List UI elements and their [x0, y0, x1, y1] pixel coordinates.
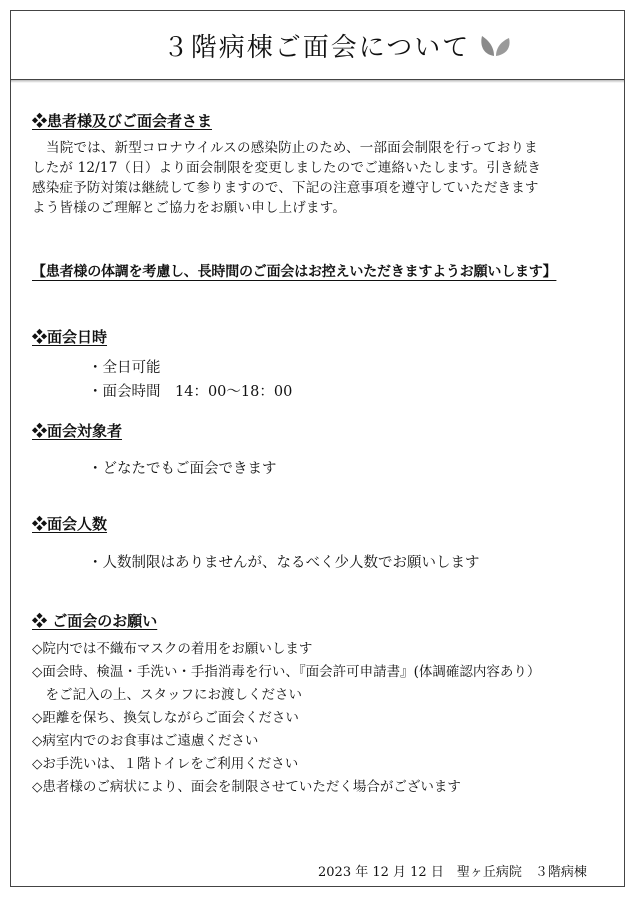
intro-line: したが 12/17（日）より面会制限を変更しましたのでご連絡いたします。引き続き	[32, 160, 542, 176]
request-item: ◇病室内でのお食事はご遠慮ください	[32, 733, 259, 749]
notice-banner: 【患者様の体調を考慮し、長時間のご面会はお控えいただきますようお願いします】	[32, 264, 557, 280]
list-item: ・人数制限はありませんが、なるべく少人数でお願いします	[88, 555, 480, 571]
request-item: ◇距離を保ち、換気しながらご面会ください	[32, 710, 299, 726]
list-item: ・面会時間 14：00〜18：00	[88, 384, 293, 400]
heading-visitors: ❖面会対象者	[32, 422, 123, 440]
heading-requests: ❖ ご面会のお願い	[32, 612, 158, 630]
intro-paragraph	[32, 138, 607, 218]
intro-line: 当院では、新型コロナウイルスの感染防止のため、一部面会制限を行っておりま	[46, 140, 538, 156]
leaf-icon	[478, 32, 512, 58]
page-title: ３階病棟ご面会について	[162, 32, 471, 63]
footer-signature: 2023 年 12 月 12 日 聖ヶ丘病院 ３階病棟	[318, 865, 587, 880]
request-item: ◇院内では不織布マスクの着用をお願いします	[32, 641, 313, 657]
intro-line: よう皆様のご理解とご協力をお願い申し上げます。	[32, 200, 347, 216]
request-item: をご記入の上、スタッフにお渡しください	[32, 687, 302, 703]
list-item: ・どなたでもご面会できます	[88, 461, 277, 477]
heading-patients: ❖患者様及びご面会者さま	[32, 112, 213, 130]
request-item: ◇面会時、検温・手洗い・手指消毒を行い、『面会許可申請書』(体調確認内容あり）	[32, 664, 541, 680]
request-item: ◇お手洗いは、１階トイレをご利用ください	[32, 756, 299, 772]
heading-hours: ❖面会日時	[32, 328, 108, 346]
list-item: ・全日可能	[88, 360, 161, 376]
request-item: ◇患者様のご病状により、面会を制限させていただく場合がございます	[32, 779, 461, 795]
heading-count: ❖面会人数	[32, 515, 108, 533]
title-box	[11, 11, 624, 80]
intro-line: 感染症予防対策は継続して参りますので、下記の注意事項を遵守していただきます	[32, 180, 539, 196]
